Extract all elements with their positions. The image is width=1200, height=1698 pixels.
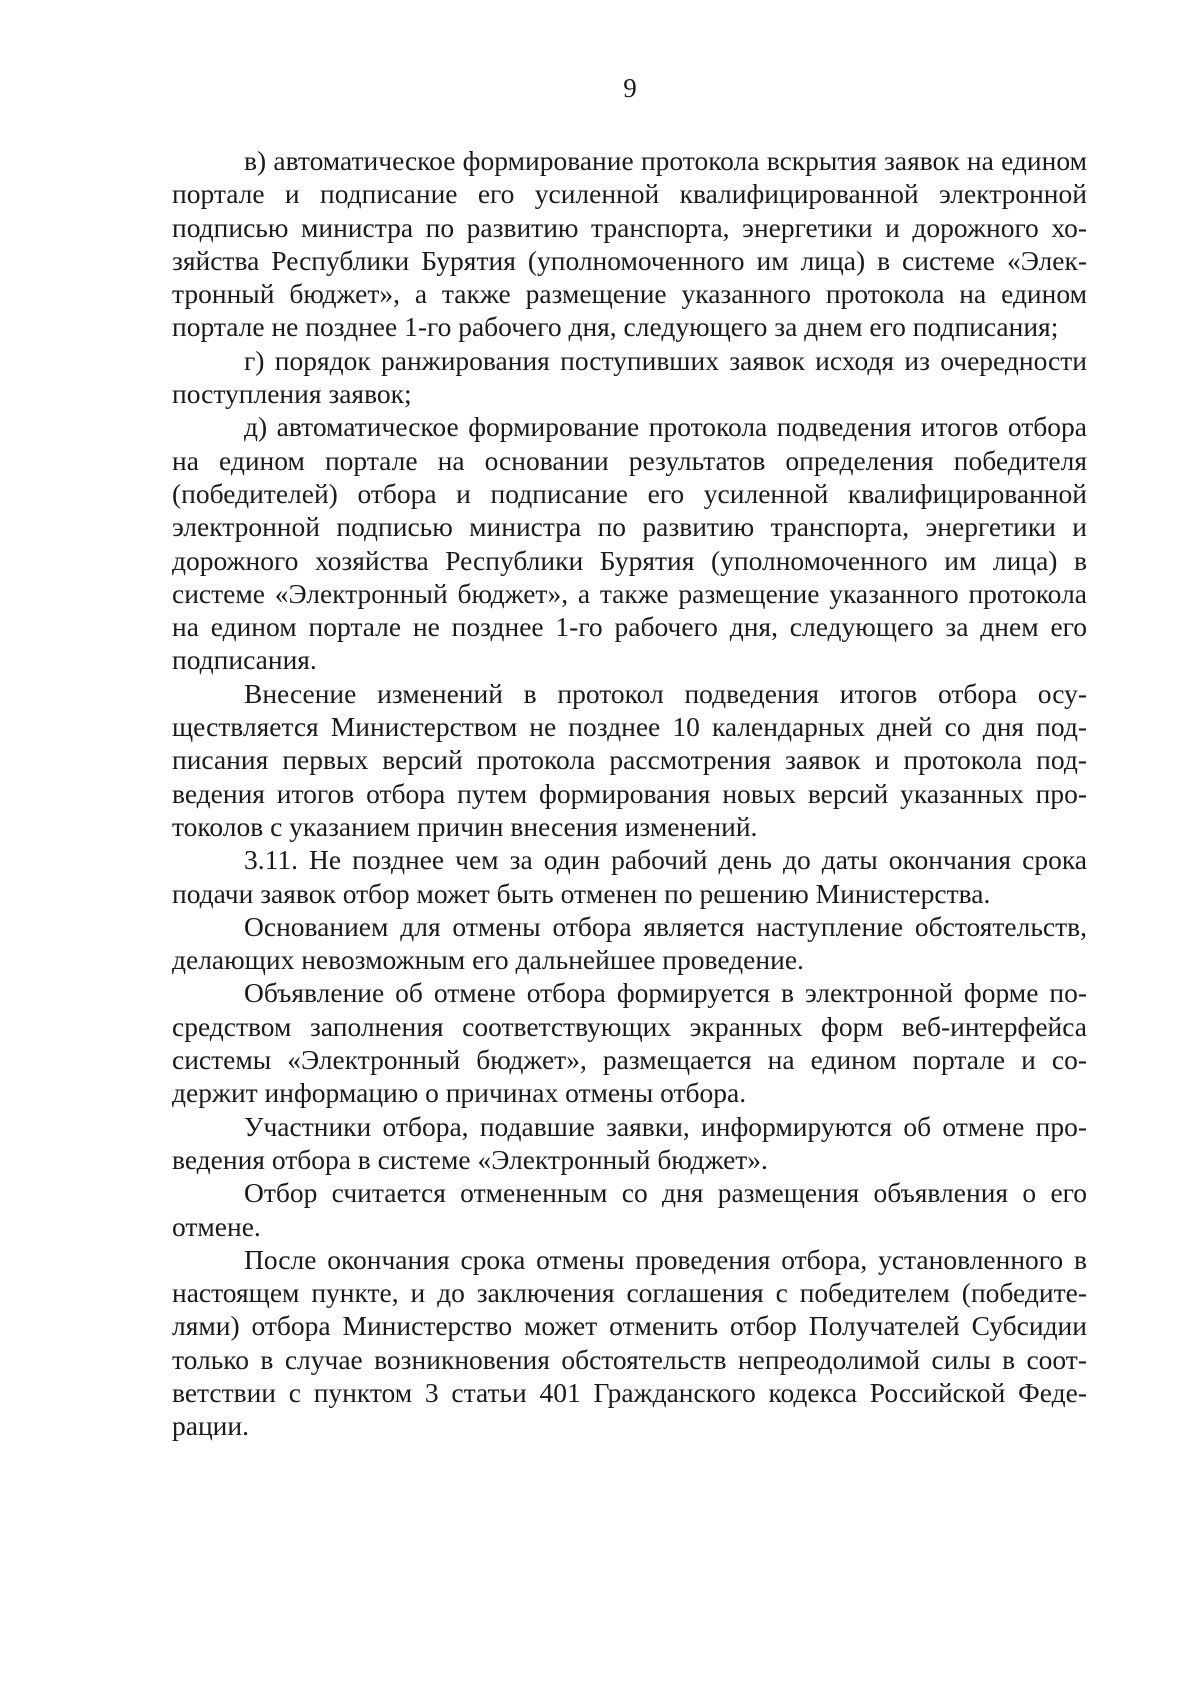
paragraph-cancel-effective: Отбор считается отмененным со дня размещения объявления о его отмене. [172, 1177, 1087, 1242]
paragraph-cancel-announcement: Объявление об отмене отбора формируется в электронной форме посредством заполнения соответствующих экранных форм веб-интерфейса системы «Электронный бюджет», размещается на едином портале и содержит информацию о причинах отмены отбора. [172, 977, 1087, 1109]
paragraph-cancel-grounds: Основанием для отмены отбора является наступление обстоятельств, делающих невозможным его дальнейшее проведение. [172, 910, 1087, 976]
paragraph-participants-notice: Участники отбора, подавшие заявки, информируются об отмене проведения отбора в системе «Электронный бюджет». [172, 1110, 1087, 1175]
paragraph-item-d: д) автоматическое формирование протокола подведения итогов отбора на едином портале на основании результатов определения победителя (победителей) отбора и подписание его усиленной квалифицированной электронной подписью министра по развитию транспорта, энергетики и дорожного хозяйства Республики Бурятия (уполномоченного им лица) в системе «Электронный бюджет», а также размещение указанного протокола на едином портале не позднее 1-го рабочего дня, следующего за днем его подписания. [172, 411, 1087, 676]
page-number: 9 [623, 73, 637, 103]
paragraph-protocol-changes: Внесение изменений в протокол подведения итогов отбора осуществляется Министерством не позднее 10 календарных дней со дня подписания первых версий протокола рассмотрения заявок и протокола подведения итогов отбора путем формирования новых версий указанных протоколов с указанием причин внесения изменений. [172, 677, 1087, 842]
paragraph-3-11: 3.11. Не позднее чем за один рабочий день до даты окончания срока подачи заявок отбор может быть отменен по решению Министерства. [172, 844, 1087, 909]
paragraph-item-g: г) порядок ранжирования поступивших заявок исходя из очередности поступления заявок; [172, 344, 1087, 410]
paragraph-item-v: в) автоматическое формирование протокола вскрытия заявок на едином портале и подписание его усиленной квалифицированной электронной подписью министра по развитию транспорта, энергетики и дорожного хозяйства Республики Бурятия (уполномоченного им лица) в системе «Электронный бюджет», а также размещение указанного протокола на едином портале не позднее 1-го рабочего дня, следующего за днем его подписания; [172, 145, 1087, 343]
paragraph-force-majeure: После окончания срока отмены проведения отбора, установленного в настоящем пункте, и до заключения соглашения с победителем (победителями) отбора Министерство может отменить отбор Получателей Субсидии только в случае возникновения обстоятельств непреодолимой силы в соответствии с пунктом 3 статьи 401 Гражданского кодекса Российской Федерации. [172, 1243, 1087, 1442]
body-text [172, 144, 1087, 1443]
